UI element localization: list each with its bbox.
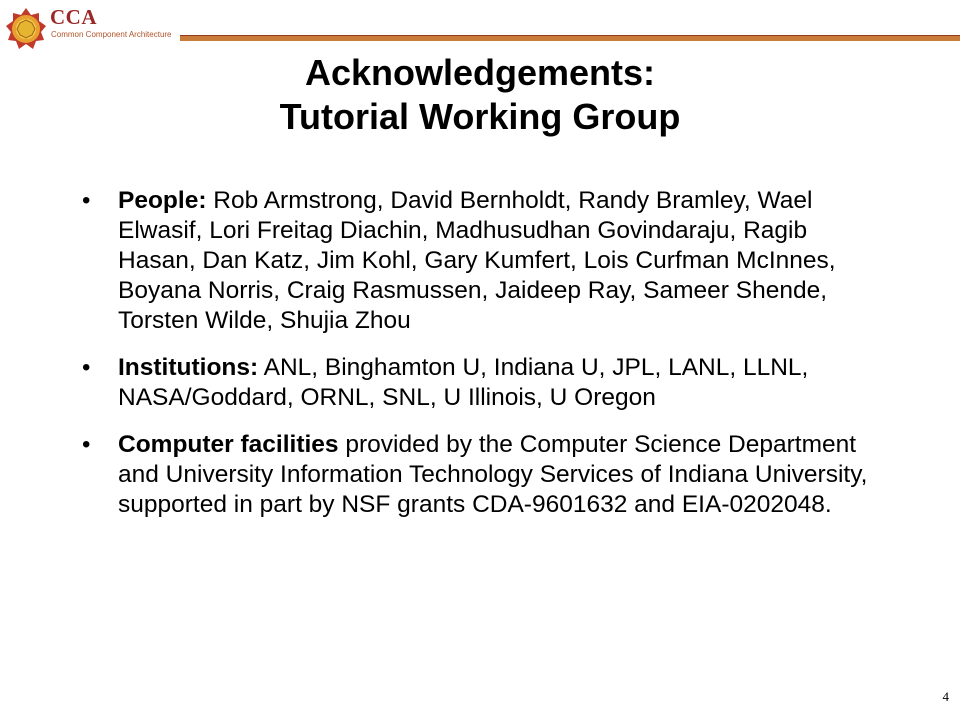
slide-title-line-2: Tutorial Working Group xyxy=(279,96,681,137)
bullet-institutions xyxy=(82,353,882,413)
bullet-dot: • xyxy=(82,431,91,458)
bullet-text: Rob Armstrong, David Bernholdt, Randy Bramley, Wael Elwasif, Lori Freitag Diachin, Madhusudhan Govindaraju, Ragib Hasan, Dan Katz, Jim Kohl, Gary Kumfert, Lois Curfman McInnes, Boyana Norris, Craig Rasmussen, Jaideep Ray, Sameer Shende, Torsten Wilde, Shujia Zhou xyxy=(118,187,836,334)
cca-logo-icon xyxy=(4,6,48,54)
bullet-list xyxy=(82,186,882,537)
bullet-label: People: xyxy=(118,187,207,214)
bullet-text: ANL, Binghamton U, Indiana U, JPL, LANL, LLNL, NASA/Goddard, ORNL, SNL, U Illinois, U Oregon xyxy=(118,354,809,411)
cca-logo-text: CCA xyxy=(50,5,97,29)
header-rule-line xyxy=(180,35,960,36)
slide-title xyxy=(0,51,960,139)
bullet-dot: • xyxy=(82,354,91,381)
cca-logo-subtitle: Common Component Architecture xyxy=(51,30,172,39)
slide-title-line-1: Acknowledgements: xyxy=(304,52,656,93)
page-number: 4 xyxy=(942,689,949,704)
bullet-computer-facilities xyxy=(82,430,882,520)
bullet-dot: • xyxy=(82,187,91,214)
bullet-label: Institutions: xyxy=(118,354,259,381)
bullet-label: Computer facilities xyxy=(118,431,339,458)
bullet-text: provided by the Computer Science Department and University Information Technology Services of Indiana University, supported in part by NSF grants CDA-9601632 and EIA-0202048. xyxy=(118,431,868,518)
header-rule xyxy=(180,36,960,41)
bullet-people xyxy=(82,186,882,336)
